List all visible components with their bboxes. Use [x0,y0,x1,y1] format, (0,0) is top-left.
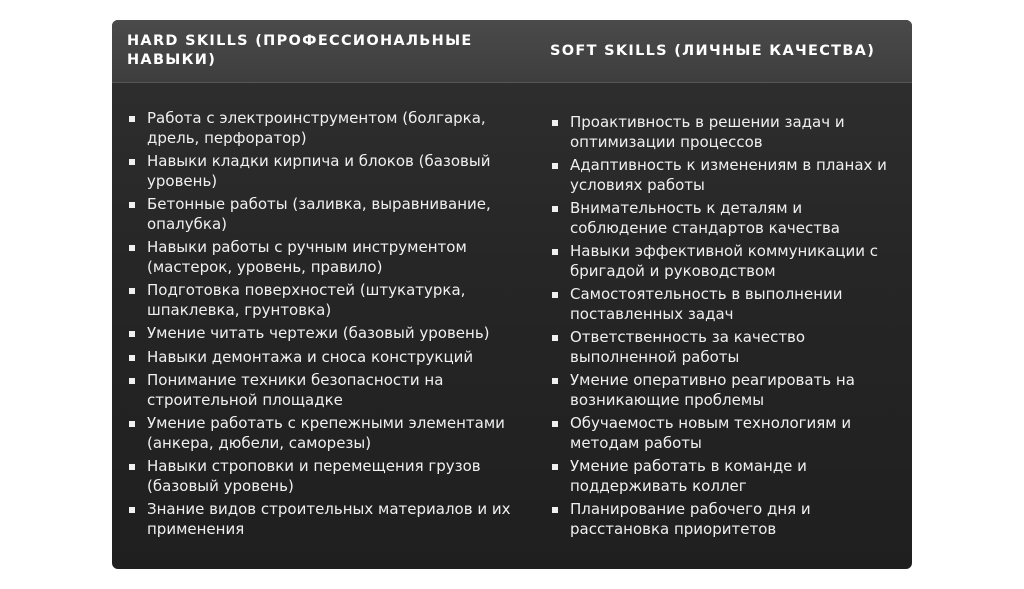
list-item-text: Понимание техники безопасности на строительной площадке [147,371,444,409]
hard-skills-heading: HARD SKILLS (ПРОФЕССИОНАЛЬНЫЕ НАВЫКИ) [127,33,473,68]
list-item [127,371,522,410]
list-item [550,371,900,410]
list-item-text: Умение работать в команде и поддерживать коллег [570,457,807,495]
list-item-text: Навыки работы с ручным инструментом (мастерок, уровень, правило) [147,238,467,276]
soft-skills-list [550,113,900,543]
list-item [550,113,900,152]
list-item-text: Навыки эффективной коммуникации с бригадой и руководством [570,242,879,280]
list-item-text: Работа с электроинструментом (болгарка, дрель, перфоратор) [147,109,486,147]
square-bullet-icon [129,116,135,122]
list-item [127,500,522,539]
square-bullet-icon [552,507,558,513]
square-bullet-icon [552,206,558,212]
square-bullet-icon [552,163,558,169]
square-bullet-icon [552,292,558,298]
list-item [550,156,900,195]
list-item [550,414,900,453]
list-item [127,238,522,277]
list-item [550,242,900,281]
list-item [127,152,522,191]
list-item-text: Подготовка поверхностей (штукатурка, шпаклевка, грунтовка) [147,281,466,319]
list-item-text: Умение читать чертежи (базовый уровень) [147,324,490,342]
square-bullet-icon [129,355,135,361]
list-item [127,281,522,320]
square-bullet-icon [129,288,135,294]
list-item [550,500,900,539]
list-item [127,109,522,148]
list-item [550,285,900,324]
square-bullet-icon [552,335,558,341]
list-item [550,328,900,367]
square-bullet-icon [129,464,135,470]
list-item-text: Навыки кладки кирпича и блоков (базовый уровень) [147,152,491,190]
list-item-text: Навыки демонтажа и сноса конструкций [147,347,474,366]
square-bullet-icon [552,378,558,384]
square-bullet-icon [552,421,558,427]
list-item-text: Бетонные работы (заливка, выравнивание, опалубка) [147,195,491,233]
list-item [127,457,522,496]
square-bullet-icon [129,202,135,208]
square-bullet-icon [552,464,558,470]
list-item-text: Умение оперативно реагировать на возникающие проблемы [570,371,855,409]
square-bullet-icon [552,249,558,255]
list-item-text: Навыки строповки и перемещения грузов (базовый уровень) [147,457,481,495]
square-bullet-icon [129,378,135,384]
list-item-text: Внимательность к деталям и соблюдение стандартов качества [570,199,840,237]
square-bullet-icon [129,331,135,337]
square-bullet-icon [552,120,558,126]
list-item-text: Планирование рабочего дня и расстановка приоритетов [570,500,811,538]
square-bullet-icon [129,245,135,251]
skills-table [112,20,912,569]
list-item [127,195,522,234]
list-item [127,348,522,368]
list-item-text: Проактивность в решении задач и оптимизации процессов [570,113,845,151]
list-item-text: Знание видов строительных материалов и их применения [147,500,511,538]
list-item [127,414,522,453]
list-item [550,457,900,496]
square-bullet-icon [129,507,135,513]
list-item-text: Умение работать с крепежными элементами (анкера, дюбели, саморезы) [147,414,505,452]
list-item-text: Самостоятельность в выполнении поставленных задач [570,285,843,323]
list-item-text: Ответственность за качество выполненной работы [570,328,806,366]
square-bullet-icon [129,421,135,427]
list-item-text: Адаптивность к изменениям в планах и условиях работы [570,156,887,194]
soft-skills-heading: SOFT SKILLS (ЛИЧНЫЕ КАЧЕСТВА) [550,42,876,59]
list-item [127,324,522,344]
list-item [550,199,900,238]
table-header [112,20,912,83]
hard-skills-list [127,109,522,543]
list-item-text: Обучаемость новым технологиям и методам работы [570,414,852,452]
square-bullet-icon [129,159,135,165]
